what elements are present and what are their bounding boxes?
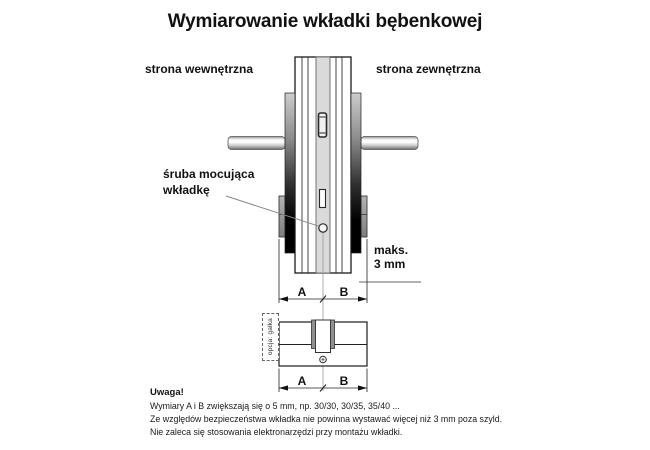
cam-notch [312,320,335,353]
outer-side-label: strona zewnętrzna [376,62,481,76]
max-protrusion-line1: maks. [374,243,409,257]
profile-screw [320,356,327,363]
page-title: Wymiarowanie wkładki bębenkowej [167,11,483,32]
cylinder-end-left [279,196,285,237]
dim-a-top: A [297,285,307,299]
cylinder-end-right [361,196,367,237]
note-line-3: Nie zaleca się stosowania elektronarzędzi przy montażu wkładki. [150,427,403,437]
screw-label-line2: wkładkę [163,183,210,197]
knob-option-label: opcja: gałka [267,318,274,356]
escutcheon-left [285,93,295,253]
inner-side-label: strona wewnętrzna [145,62,254,76]
dim-a-bottom: A [297,374,307,388]
max-protrusion-label [374,243,408,271]
handle-right [361,137,418,150]
knob-option-box [262,313,279,361]
fixing-screw [319,224,327,232]
notes-heading: Uwaga! [150,387,184,398]
cylinder-profile [279,320,367,366]
screw-label-line1: śruba mocująca [163,167,255,181]
note-line-2: Ze względów bezpieczeństwa wkładka nie powinna wystawać więcej niż 3 mm poza szyld. [150,414,503,424]
handle-left [228,137,285,150]
screw-label [163,166,254,198]
escutcheon-right [351,93,361,253]
dim-b-bottom: B [339,374,349,388]
max-protrusion-line2: 3 mm [374,257,406,271]
dim-b-top: B [339,285,349,299]
note-line-1: Wymiary A i B zwiększają się o 5 mm, np. 30/30, 30/35, 35/40 ... [150,401,400,411]
handle-follower [319,113,327,137]
lock-case-slot [320,190,326,208]
